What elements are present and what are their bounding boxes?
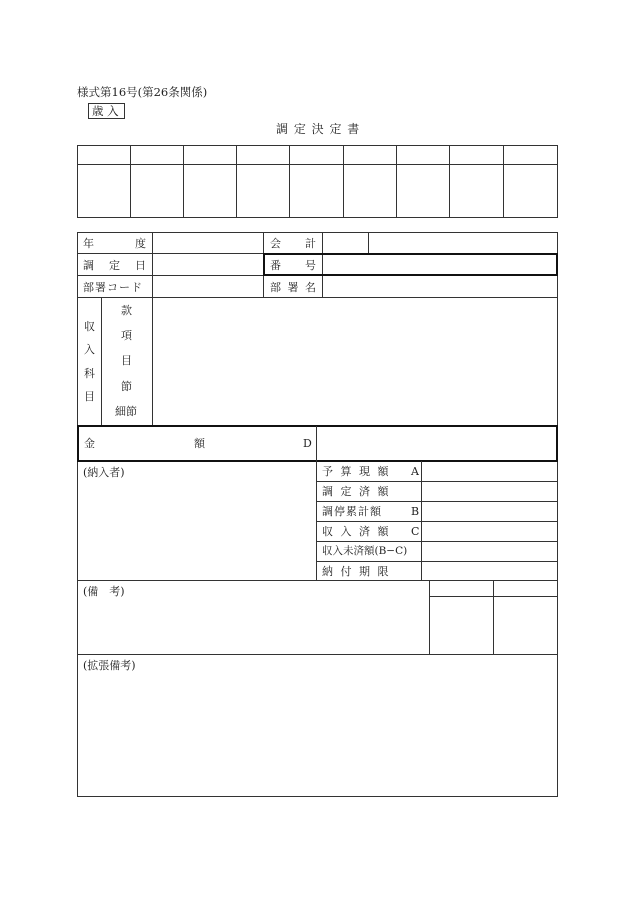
subject-level-moku: 目 xyxy=(121,354,132,367)
assessed-amount-field[interactable] xyxy=(423,482,557,500)
income-subject-field[interactable] xyxy=(153,298,557,425)
amount-field[interactable] xyxy=(318,428,555,459)
account-name-field[interactable] xyxy=(369,233,557,252)
payer-field[interactable] xyxy=(78,480,315,579)
budget-row-5-label: 収入未済額(B−C) xyxy=(322,545,408,557)
form-number: 様式第16号(第26条関係) xyxy=(77,85,208,99)
unreceived-amount-field[interactable] xyxy=(423,542,557,560)
dept-code-label: 部署コード xyxy=(83,281,143,294)
page-title: 調 定 決 定 書 xyxy=(276,122,361,136)
account-code-field[interactable] xyxy=(323,233,367,252)
budget-row-1-mark: A xyxy=(411,465,419,478)
budget-row-2-label: 調 定 済 額 xyxy=(322,485,391,498)
income-subject-char-2: 入 xyxy=(84,343,95,356)
remarks-stamp-box-2[interactable] xyxy=(495,598,557,653)
payer-label: (納入者) xyxy=(83,466,125,479)
year-label: 年 度 xyxy=(83,237,146,250)
budget-row-3-mark: B xyxy=(411,505,420,518)
ext-remarks-label: (拡張備考) xyxy=(83,659,136,672)
subject-level-setsu: 節 xyxy=(121,380,132,393)
budget-current-field[interactable] xyxy=(423,462,557,480)
approval-stamp-grid xyxy=(77,145,558,218)
account-label: 会 計 xyxy=(270,237,316,250)
budget-row-4-mark: C xyxy=(411,525,420,538)
date-field[interactable] xyxy=(153,254,262,274)
category-badge-text: 歳 入 xyxy=(92,104,119,118)
subject-level-kou: 項 xyxy=(121,329,132,342)
amount-label-2: 額 xyxy=(194,437,205,450)
category-badge xyxy=(88,103,125,119)
number-field[interactable] xyxy=(324,256,555,273)
remarks-field[interactable] xyxy=(78,600,428,653)
remarks-stamp-box-1[interactable] xyxy=(431,598,492,653)
remarks-label: (備 考) xyxy=(83,585,125,598)
received-amount-field[interactable] xyxy=(423,522,557,540)
number-label: 番 号 xyxy=(270,259,316,272)
year-field[interactable] xyxy=(153,233,262,252)
budget-row-4-label: 収 入 済 額 xyxy=(322,525,391,538)
date-label: 調 定 日 xyxy=(83,259,146,272)
budget-row-1-label: 予 算 現 額 xyxy=(322,465,391,478)
budget-row-6-label: 納 付 期 限 xyxy=(322,565,391,578)
dept-name-field[interactable] xyxy=(323,276,557,296)
amount-mark: D xyxy=(303,437,312,450)
ext-remarks-field[interactable] xyxy=(78,674,557,796)
income-subject-char-3: 科 xyxy=(84,367,95,380)
budget-row-3-label: 調停累計額 xyxy=(322,505,382,518)
cumulative-amount-field[interactable] xyxy=(423,502,557,520)
amount-label: 金 xyxy=(84,437,95,450)
income-subject-char-4: 目 xyxy=(84,390,95,403)
subject-level-saisetsu: 細節 xyxy=(115,405,137,418)
subject-level-kan: 款 xyxy=(121,304,132,317)
payment-deadline-field[interactable] xyxy=(423,562,557,579)
dept-code-field[interactable] xyxy=(153,276,262,296)
income-subject-char-1: 収 xyxy=(84,320,95,333)
dept-name-label: 部 署 名 xyxy=(270,281,316,294)
